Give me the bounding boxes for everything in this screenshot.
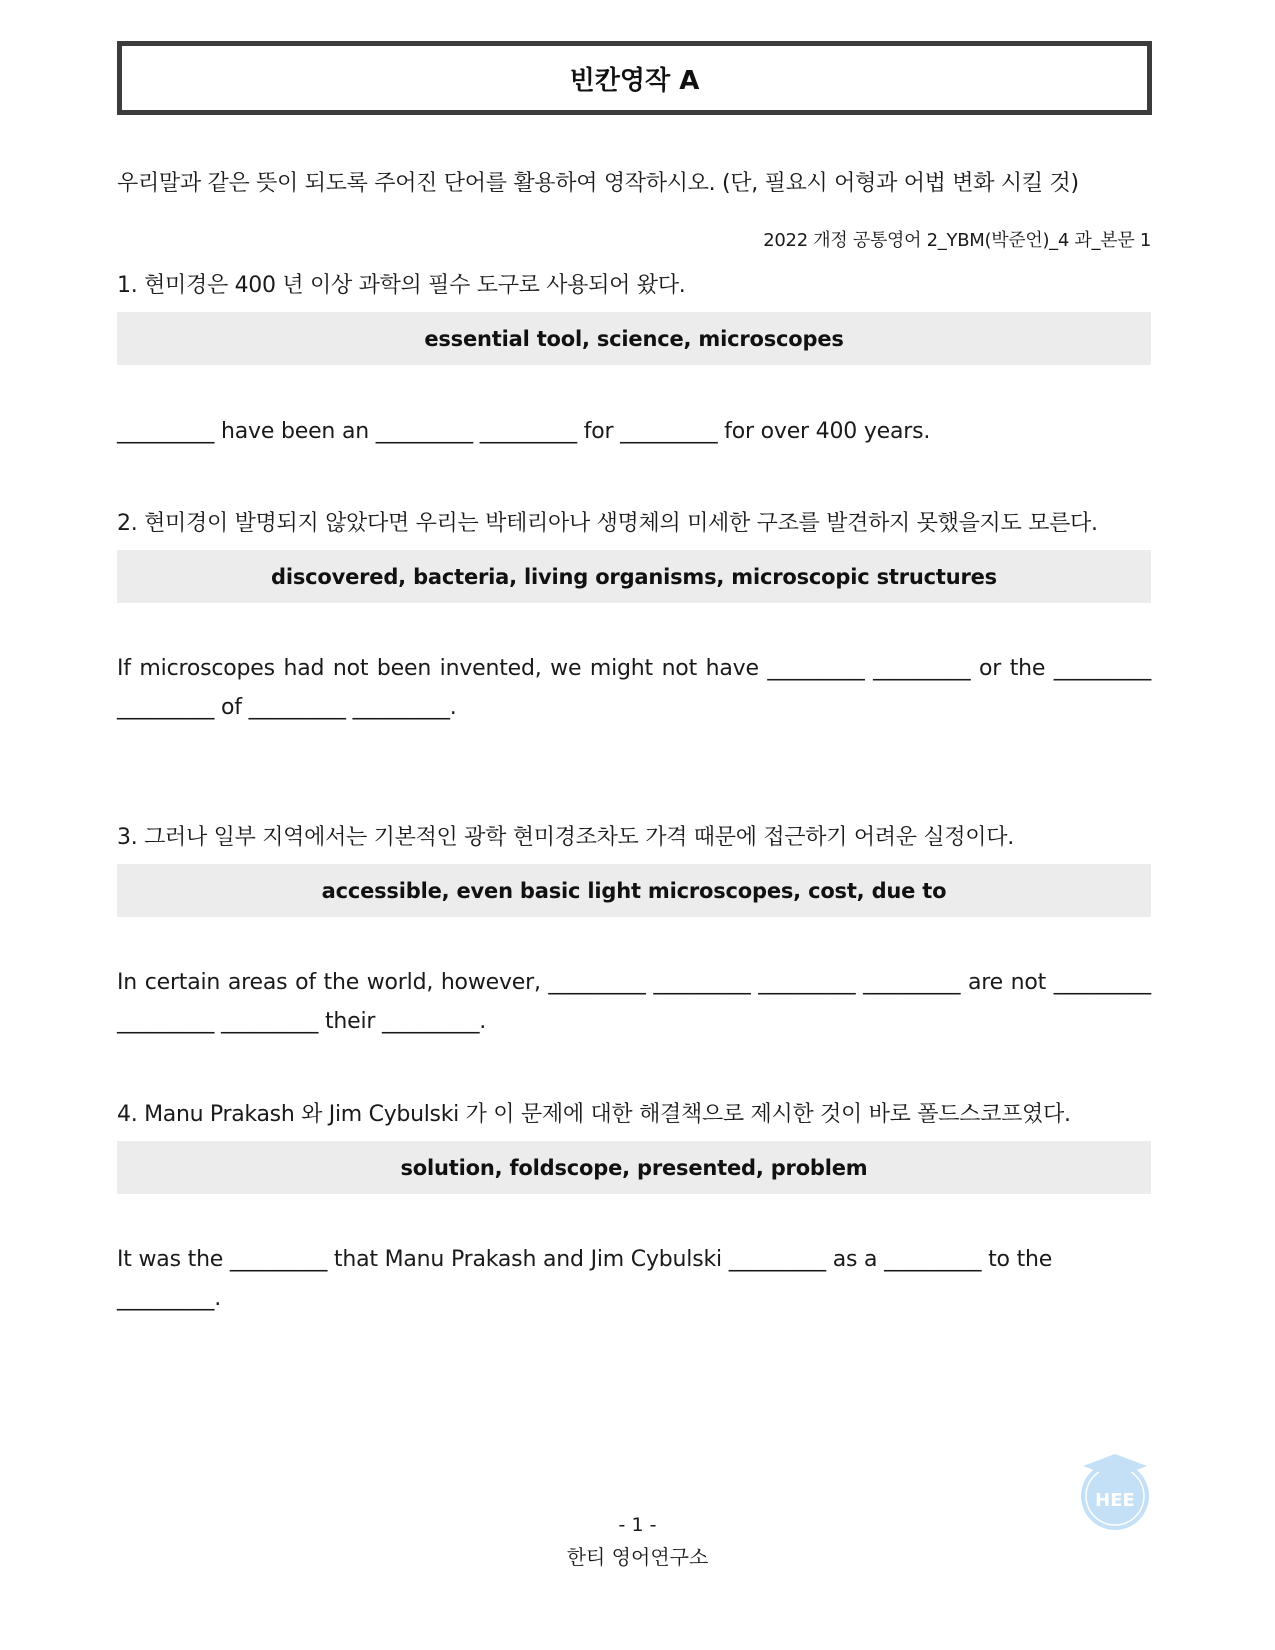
question-4 xyxy=(117,1095,1151,1318)
question-1 xyxy=(117,266,1151,451)
question-english: If microscopes had not been invented, we might not have _________ _________ or the _________ _________ of _________ _________. xyxy=(117,656,1151,720)
question-english: It was the _________ that Manu Prakash and Jim Cybulski _________ as a _________ to the _________. xyxy=(117,1247,1053,1311)
question-english: In certain areas of the world, however, _________ _________ _________ _________ are not _________ _________ _________ their _________. xyxy=(117,970,1151,1034)
title-box xyxy=(117,41,1152,115)
logo-text: HEE xyxy=(1095,1490,1135,1511)
question-korean: 4. Manu Prakash 와 Jim Cybulski 가 이 문제에 대한 해결책으로 제시한 것이 바로 폴드스코프였다. xyxy=(117,1102,1071,1127)
instruction-text: 우리말과 같은 뜻이 되도록 주어진 단어를 활용하여 영작하시오. (단, 필요시 어형과 어법 변화 시킬 것) xyxy=(117,171,1079,196)
question-2 xyxy=(117,504,1151,727)
footer-organization: 한티 영어연구소 xyxy=(566,1545,709,1569)
page-number: - 1 - xyxy=(618,1514,657,1536)
hint-box: accessible, even basic light microscopes, cost, due to xyxy=(117,864,1151,917)
question-korean: 3. 그러나 일부 지역에서는 기본적인 광학 현미경조차도 가격 때문에 접근하기 어려운 실정이다. xyxy=(117,825,1014,850)
question-english: _________ have been an _________ _________ for _________ for over 400 years. xyxy=(117,419,931,444)
question-korean: 2. 현미경이 발명되지 않았다면 우리는 박테리아나 생명체의 미세한 구조를 발견하지 못했을지도 모른다. xyxy=(117,511,1098,536)
hint-box: solution, foldscope, presented, problem xyxy=(117,1141,1151,1194)
hint-box: discovered, bacteria, living organisms, microscopic structures xyxy=(117,550,1151,603)
source-label: 2022 개정 공통영어 2_YBM(박준언)_4 과_본문 1 xyxy=(763,230,1151,251)
question-3 xyxy=(117,818,1151,1041)
page-title: 빈칸영작 A xyxy=(569,65,700,96)
question-korean: 1. 현미경은 400 년 이상 과학의 필수 도구로 사용되어 왔다. xyxy=(117,273,686,298)
hee-logo xyxy=(1075,1452,1155,1532)
hint-box: essential tool, science, microscopes xyxy=(117,312,1151,365)
